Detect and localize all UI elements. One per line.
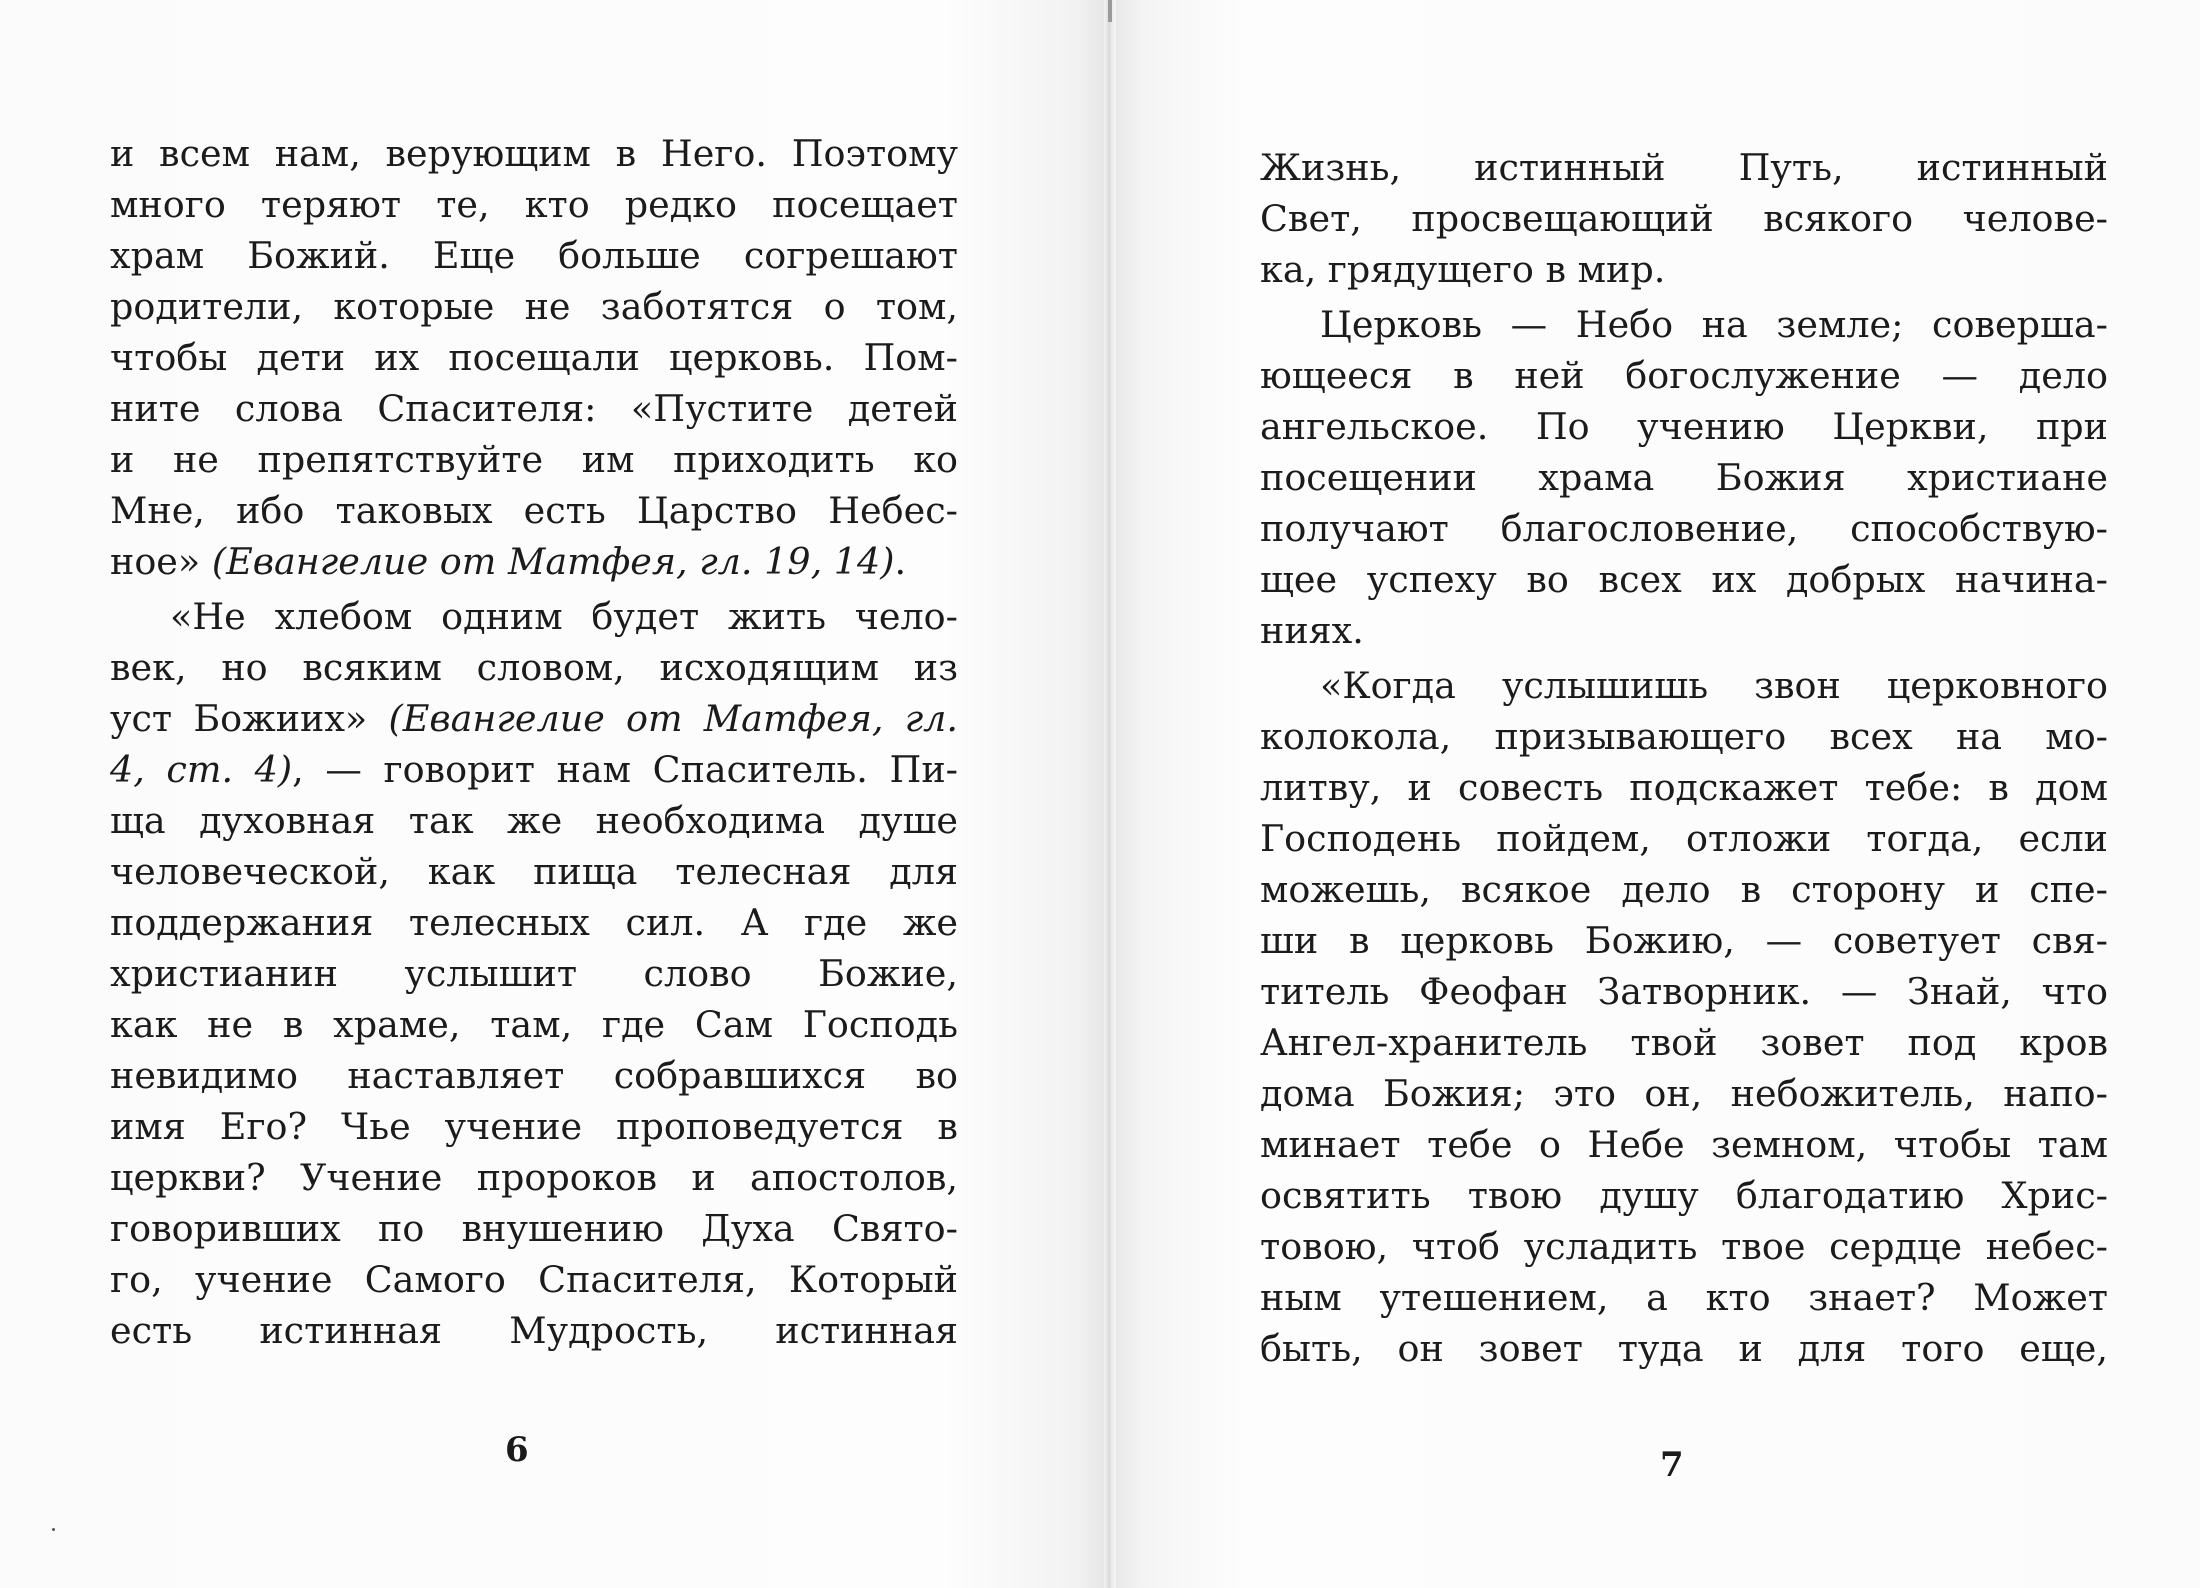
line-text: го, учение Самого Спасителя, Который — [110, 1258, 958, 1301]
text-line — [110, 332, 958, 383]
right-page — [1110, 0, 2200, 1588]
line-text: ши в церковь Божию, — советует свя- — [1260, 919, 2108, 962]
line-text: «Не хлебом одним будет жить чело- — [170, 595, 958, 638]
text-line — [110, 281, 958, 332]
line-text: ным утешением, а кто знает? Может — [1260, 1276, 2108, 1319]
book-gutter — [1104, 0, 1116, 1588]
line-text: ка, грядущего в мир. — [1260, 248, 1666, 291]
text-line — [1260, 554, 2108, 605]
text-line — [1260, 299, 2108, 350]
page-number-left: 6 — [505, 1430, 529, 1470]
text-line — [110, 383, 958, 434]
citation-text: (Евангелие от Матфея, гл. 19, 14) — [200, 540, 895, 583]
text-line — [110, 536, 958, 587]
text-line — [1260, 864, 2108, 915]
line-text: церкви? Учение пророков и апостолов, — [110, 1156, 958, 1199]
text-line — [110, 1305, 958, 1356]
line-text: человеческой, как пища телесная для — [110, 850, 958, 893]
line-text: можешь, всякое дело в сторону и спе- — [1260, 868, 2108, 911]
line-text: минает тебе о Небе земном, чтобы там — [1260, 1123, 2108, 1166]
gutter-mark — [1108, 0, 1112, 22]
line-text: освятить твою душу благодатию Хрис- — [1260, 1174, 2108, 1217]
text-line — [110, 591, 958, 642]
line-text: ное» — [110, 540, 201, 583]
text-line — [110, 1203, 958, 1254]
text-line — [110, 795, 958, 846]
text-line — [110, 128, 958, 179]
paper-speck — [52, 1528, 55, 1531]
line-text: уст Божиих» — [110, 697, 368, 740]
line-text: век, но всяким словом, исходящим из — [110, 646, 958, 689]
text-line — [110, 179, 958, 230]
text-line — [1260, 813, 2108, 864]
line-text: получают благословение, способствую- — [1260, 507, 2108, 550]
line-text: колокола, призывающего всех на мо- — [1260, 715, 2108, 758]
line-text: Церковь — Небо на земле; соверша- — [1320, 303, 2108, 346]
text-line — [1260, 1221, 2108, 1272]
line-text: родители, которые не заботятся о том, — [110, 285, 958, 328]
line-text: ангельское. По учению Церкви, при — [1260, 405, 2108, 448]
line-punctuation: . — [894, 540, 907, 583]
line-text: Мне, ибо таковых есть Царство Небес- — [110, 489, 958, 532]
text-line — [110, 744, 958, 795]
text-line — [1260, 966, 2108, 1017]
right-page-text — [1260, 142, 2108, 1374]
citation-text: 4, ст. 4) — [110, 748, 293, 791]
text-line — [1260, 711, 2108, 762]
line-text: есть истинная Мудрость, истинная — [110, 1309, 958, 1352]
citation-text: (Евангелие от Матфея, гл. — [367, 697, 958, 740]
text-line — [110, 1152, 958, 1203]
text-line — [110, 897, 958, 948]
line-text: титель Феофан Затворник. — Знай, что — [1260, 970, 2108, 1013]
text-line — [110, 642, 958, 693]
line-text: быть, он зовет туда и для того еще, — [1260, 1327, 2108, 1370]
text-line — [1260, 503, 2108, 554]
line-text: поддержания телесных сил. А где же — [110, 901, 958, 944]
line-text: ните слова Спасителя: «Пустите детей — [110, 387, 958, 430]
line-text: Жизнь, истинный Путь, истинный — [1260, 146, 2108, 189]
line-text: и всем нам, верующим в Него. Поэтому — [110, 132, 958, 175]
line-text: литву, и совесть подскажет тебе: в дом — [1260, 766, 2108, 809]
text-line — [110, 1254, 958, 1305]
text-line — [110, 1101, 958, 1152]
text-line — [110, 485, 958, 536]
text-line — [110, 1050, 958, 1101]
page-number-right: 7 — [1660, 1445, 1684, 1485]
text-line — [1260, 452, 2108, 503]
text-line — [1260, 142, 2108, 193]
text-line — [1260, 1170, 2108, 1221]
text-line — [1260, 1017, 2108, 1068]
line-text: говоривших по внушению Духа Свято- — [110, 1207, 958, 1250]
line-text: и не препятствуйте им приходить ко — [110, 438, 958, 481]
text-line — [110, 999, 958, 1050]
line-text: Ангел-хранитель твой зовет под кров — [1260, 1021, 2108, 1064]
line-text: «Когда услышишь звон церковного — [1320, 664, 2108, 707]
text-line — [110, 948, 958, 999]
line-text: невидимо наставляет собравшихся во — [110, 1054, 958, 1097]
line-text: Господень пойдем, отложи тогда, если — [1260, 817, 2108, 860]
text-line — [1260, 1323, 2108, 1374]
text-line — [110, 693, 958, 744]
line-text: ющееся в ней богослужение — дело — [1260, 354, 2108, 397]
text-line — [1260, 660, 2108, 711]
left-page-text — [110, 128, 958, 1356]
text-line — [1260, 1119, 2108, 1170]
text-line — [1260, 1272, 2108, 1323]
text-line — [110, 846, 958, 897]
text-line — [1260, 915, 2108, 966]
line-text: чтобы дети их посещали церковь. Пом- — [110, 336, 958, 379]
line-text: посещении храма Божия христиане — [1260, 456, 2108, 499]
line-text: Свет, просвещающий всякого челове- — [1260, 197, 2108, 240]
line-text: , — говорит нам Спаситель. Пи- — [292, 748, 958, 791]
line-text: дома Божия; это он, небожитель, напо- — [1260, 1072, 2108, 1115]
text-line — [1260, 1068, 2108, 1119]
line-text: христианин услышит слово Божие, — [110, 952, 958, 995]
text-line — [1260, 244, 2108, 295]
line-text: товою, чтоб усладить твое сердце небес- — [1260, 1225, 2108, 1268]
line-text: ща духовная так же необходима душе — [110, 799, 958, 842]
line-text: много теряют те, кто редко посещает — [110, 183, 958, 226]
text-line — [1260, 193, 2108, 244]
text-line — [1260, 350, 2108, 401]
text-line — [1260, 605, 2108, 656]
text-line — [1260, 762, 2108, 813]
line-text: храм Божий. Еще больше согрешают — [110, 234, 958, 277]
text-line — [110, 230, 958, 281]
text-line — [110, 434, 958, 485]
line-text: ниях. — [1260, 609, 1364, 652]
line-text: щее успеху во всех их добрых начина- — [1260, 558, 2108, 601]
text-line — [1260, 401, 2108, 452]
line-text: как не в храме, там, где Сам Господь — [110, 1003, 958, 1046]
line-text: имя Его? Чье учение проповедуется в — [110, 1105, 958, 1148]
